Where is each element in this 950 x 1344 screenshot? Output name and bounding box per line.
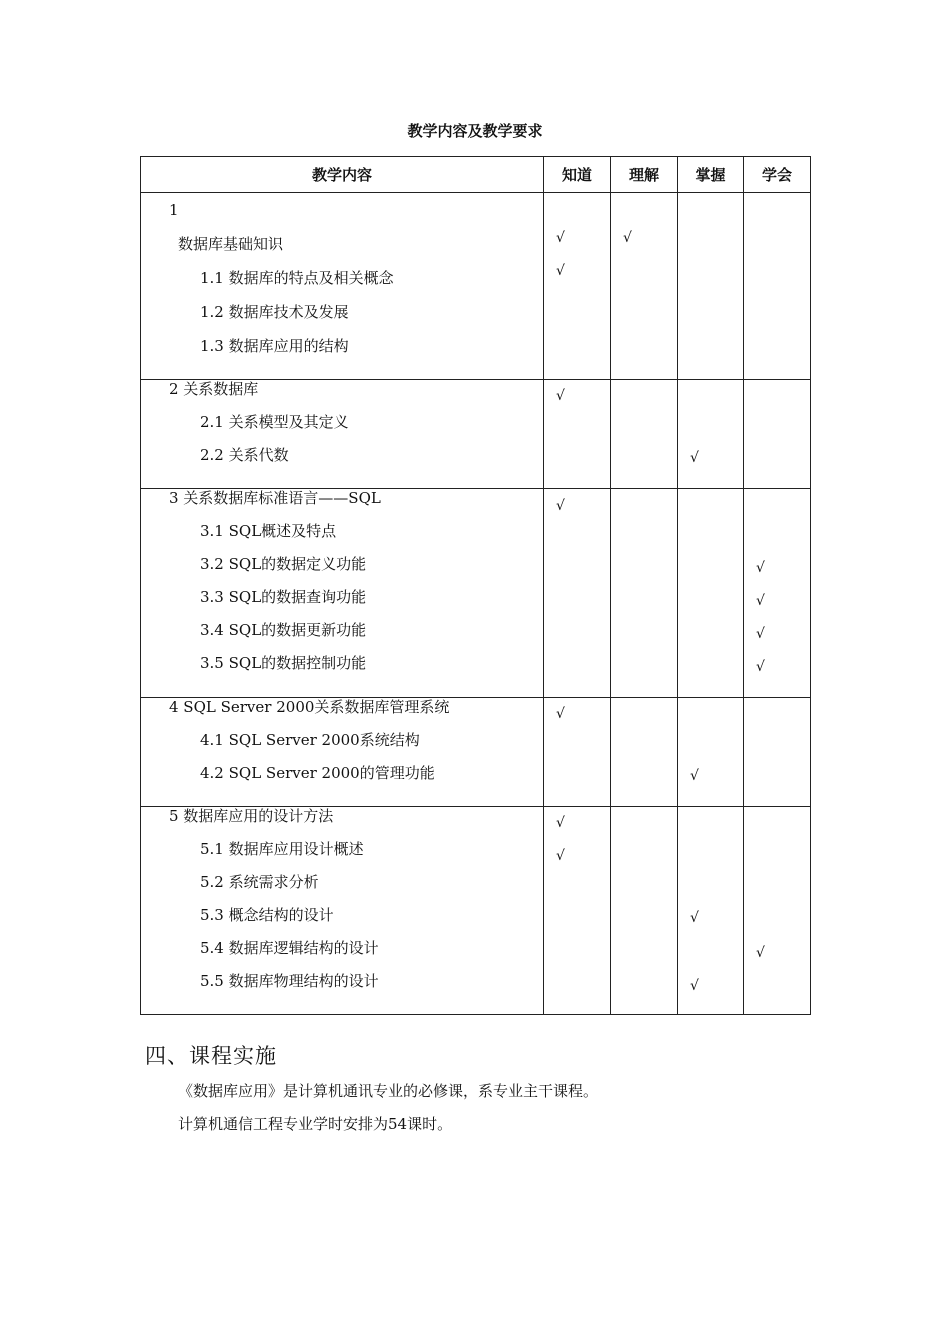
chapter-1-understand bbox=[611, 193, 678, 380]
chapter-5-item-3: 5.3 概念结构的设计 bbox=[200, 906, 334, 924]
chapter-5-know bbox=[544, 807, 611, 1015]
chapter-4-item-2: 4.2 SQL Server 2000的管理功能 bbox=[200, 764, 435, 782]
chapter-1-item-2: 1.2 数据库技术及发展 bbox=[200, 303, 349, 321]
check-mark: √ bbox=[623, 230, 632, 246]
chapter-2-learn bbox=[744, 380, 811, 489]
check-mark: √ bbox=[756, 945, 765, 961]
chapter-1-title: 数据库基础知识 bbox=[178, 235, 284, 253]
chapter-4-title: 4 SQL Server 2000关系数据库管理系统 bbox=[169, 698, 450, 716]
check-mark: √ bbox=[690, 910, 699, 926]
chapter-1-learn bbox=[744, 193, 811, 380]
chapter-1-know bbox=[544, 193, 611, 380]
table-row-chapter-5 bbox=[141, 807, 811, 1015]
table-row-chapter-2 bbox=[141, 380, 811, 489]
chapter-2-master bbox=[678, 380, 744, 489]
chapter-4-item-1: 4.1 SQL Server 2000系统结构 bbox=[200, 731, 420, 749]
chapter-3-item-4: 3.4 SQL的数据更新功能 bbox=[200, 621, 367, 639]
chapter-4-learn bbox=[744, 698, 811, 807]
check-mark: √ bbox=[756, 560, 765, 576]
check-mark: √ bbox=[556, 388, 565, 404]
check-mark: √ bbox=[756, 626, 765, 642]
chapter-2-item-1: 2.1 关系模型及其定义 bbox=[200, 413, 349, 431]
header-content: 教学内容 bbox=[141, 157, 544, 193]
table-row-chapter-4 bbox=[141, 698, 811, 807]
check-mark: √ bbox=[556, 263, 565, 279]
chapter-5-item-1: 5.1 数据库应用设计概述 bbox=[200, 840, 364, 858]
chapter-1-number: 1 bbox=[169, 201, 179, 219]
check-mark: √ bbox=[690, 978, 699, 994]
chapter-5-title: 5 数据库应用的设计方法 bbox=[169, 807, 334, 825]
chapter-5-item-4: 5.4 数据库逻辑结构的设计 bbox=[200, 939, 379, 957]
check-mark: √ bbox=[690, 768, 699, 784]
chapter-3-item-3: 3.3 SQL的数据查询功能 bbox=[200, 588, 367, 606]
check-mark: √ bbox=[556, 848, 565, 864]
chapter-3-item-5: 3.5 SQL的数据控制功能 bbox=[200, 654, 367, 672]
table-header-row bbox=[141, 157, 811, 193]
chapter-4-content bbox=[141, 698, 544, 807]
check-mark: √ bbox=[556, 815, 565, 831]
header-master: 掌握 bbox=[678, 157, 744, 193]
chapter-3-item-2: 3.2 SQL的数据定义功能 bbox=[200, 555, 367, 573]
chapter-3-item-1: 3.1 SQL概述及特点 bbox=[200, 522, 337, 540]
chapter-1-master bbox=[678, 193, 744, 380]
chapter-4-know bbox=[544, 698, 611, 807]
chapter-4-understand bbox=[611, 698, 678, 807]
section-heading: 四、课程实施 bbox=[145, 1044, 277, 1068]
chapter-3-understand bbox=[611, 489, 678, 698]
check-mark: √ bbox=[756, 593, 765, 609]
paragraph-2: 计算机通信工程专业学时安排为54课时。 bbox=[178, 1115, 453, 1133]
chapter-1-item-3: 1.3 数据库应用的结构 bbox=[200, 337, 349, 355]
header-understand: 理解 bbox=[611, 157, 678, 193]
chapter-3-know bbox=[544, 489, 611, 698]
header-know: 知道 bbox=[544, 157, 611, 193]
paragraph-1: 《数据库应用》是计算机通讯专业的必修课，系专业主干课程。 bbox=[178, 1082, 599, 1100]
chapter-3-title: 3 关系数据库标准语言——SQL bbox=[169, 489, 381, 507]
chapter-3-learn bbox=[744, 489, 811, 698]
table-row-chapter-3 bbox=[141, 489, 811, 698]
chapter-2-title: 2 关系数据库 bbox=[169, 380, 259, 398]
chapter-2-item-2: 2.2 关系代数 bbox=[200, 446, 289, 464]
chapter-5-master bbox=[678, 807, 744, 1015]
chapter-4-master bbox=[678, 698, 744, 807]
check-mark: √ bbox=[556, 230, 565, 246]
chapter-5-learn bbox=[744, 807, 811, 1015]
chapter-2-know bbox=[544, 380, 611, 489]
chapter-3-content bbox=[141, 489, 544, 698]
chapter-1-item-1: 1.1 数据库的特点及相关概念 bbox=[200, 269, 394, 287]
check-mark: √ bbox=[690, 450, 699, 466]
check-mark: √ bbox=[556, 498, 565, 514]
chapter-1-content bbox=[141, 193, 544, 380]
header-learn: 学会 bbox=[744, 157, 811, 193]
check-mark: √ bbox=[556, 706, 565, 722]
check-mark: √ bbox=[756, 659, 765, 675]
chapter-2-content bbox=[141, 380, 544, 489]
chapter-5-item-2: 5.2 系统需求分析 bbox=[200, 873, 319, 891]
chapter-3-master bbox=[678, 489, 744, 698]
requirements-table bbox=[140, 156, 811, 1015]
chapter-2-understand bbox=[611, 380, 678, 489]
chapter-5-item-5: 5.5 数据库物理结构的设计 bbox=[200, 972, 379, 990]
page-title: 教学内容及教学要求 bbox=[407, 122, 543, 140]
chapter-5-understand bbox=[611, 807, 678, 1015]
chapter-5-content bbox=[141, 807, 544, 1015]
table-row-chapter-1 bbox=[141, 193, 811, 380]
